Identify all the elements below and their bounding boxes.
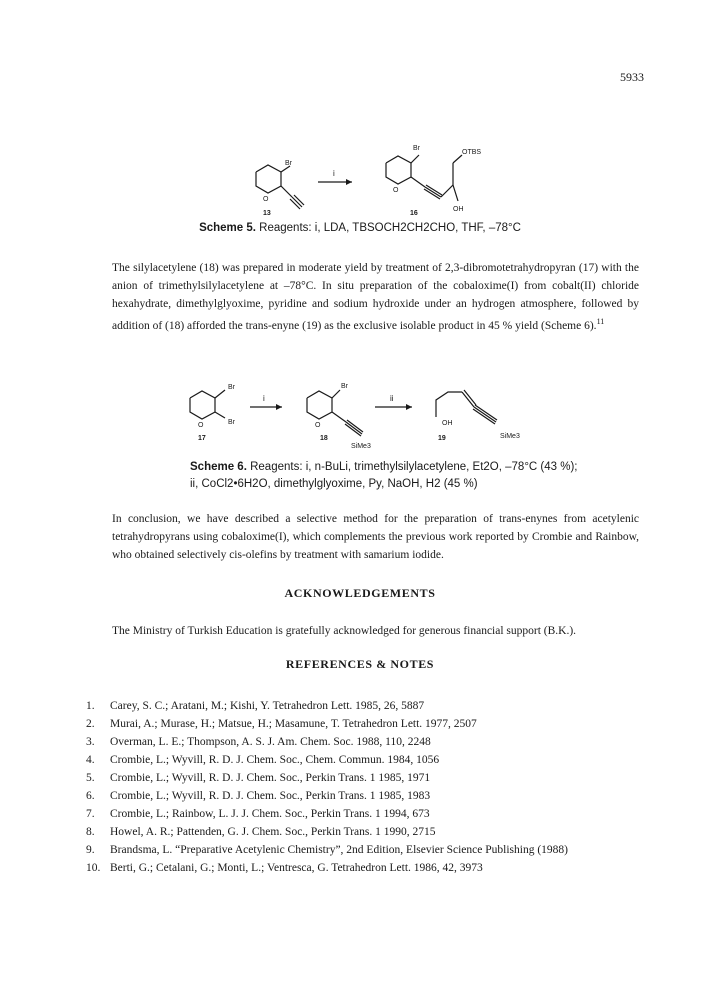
compound-17-label: 17: [198, 435, 206, 442]
s5-o-13: O: [263, 196, 269, 203]
scheme-5-caption: [0, 222, 720, 234]
s5-arrow-label: i: [333, 169, 335, 178]
reference-number: 1.: [86, 700, 95, 712]
scheme-6-caption-label: Scheme 6.: [190, 461, 247, 473]
paragraph-1: [112, 259, 639, 335]
scheme-5-caption-label: Scheme 5.: [199, 222, 256, 234]
s5-o-16: O: [393, 187, 399, 194]
reference-item: [86, 715, 646, 733]
scheme-6-structures: [0, 372, 720, 462]
s5-otbs: OTBS: [462, 149, 482, 156]
reference-item: [86, 859, 646, 877]
references-list: [86, 697, 646, 877]
s5-br-16: Br: [413, 145, 420, 152]
s5-oh: OH: [453, 206, 464, 213]
paragraph-1-text: The silylacetylene (18) was prepared in moderate yield by treatment of 2,3-dibromotetrahydropyran (17) with the anion of trimethylsilylacetylene at –78°C. In situ preparation of the cobaloxime(I) from cobalt(II) chloride hexahydrate, dimethylglyoxime, pyridine and sodium hydroxide under an hydrogen atmosphere, followed by addition of (18) afforded the trans-enyne (19) as the exclusive isolable product in 45 % yield (Scheme 6).: [112, 262, 639, 332]
s5-br-13: Br: [285, 160, 292, 167]
s6-sime3-19: SiMe3: [500, 433, 520, 440]
s6-br-18: Br: [341, 383, 348, 390]
reference-text: Howel, A. R.; Pattenden, G. J. Chem. Soc., Perkin Trans. 1 1990, 2715: [110, 826, 436, 838]
reference-item: [86, 751, 646, 769]
reference-number: 7.: [86, 808, 95, 820]
s6-br-17a: Br: [228, 384, 235, 391]
reference-item: [86, 823, 646, 841]
page-number: 5933: [620, 70, 644, 84]
scheme-5-caption-text: Reagents: i, LDA, TBSOCH2CH2CHO, THF, –78°C: [259, 222, 521, 234]
reference-number: 4.: [86, 754, 95, 766]
s6-arrow-label-1: i: [263, 394, 265, 403]
scheme-5-structures: [0, 125, 720, 225]
reference-number: 9.: [86, 844, 95, 856]
reference-item: [86, 697, 646, 715]
citation-superscript: 11: [596, 317, 605, 326]
scheme-6-caption-text-1: Reagents: i, n-BuLi, trimethylsilylacetylene, Et2O, –78°C (43 %);: [250, 461, 578, 473]
scheme-6-caption-text-2: ii, CoCl2•6H2O, dimethylglyoxime, Py, NaOH, H2 (45 %): [190, 478, 478, 490]
s6-o-17: O: [198, 422, 204, 429]
acknowledgements-text: The Ministry of Turkish Education is gratefully acknowledged for generous financial support (B.K.).: [112, 625, 577, 637]
reference-text: Overman, L. E.; Thompson, A. S. J. Am. Chem. Soc. 1988, 110, 2248: [110, 736, 431, 748]
s6-sime3-18: SiMe3: [351, 443, 371, 450]
s6-br-17b: Br: [228, 419, 235, 426]
reference-text: Crombie, L.; Wyvill, R. D. J. Chem. Soc., Chem. Commun. 1984, 1056: [110, 754, 440, 766]
reference-text: Crombie, L.; Rainbow, L. J. J. Chem. Soc., Perkin Trans. 1 1994, 673: [110, 808, 430, 820]
compound-19-label: 19: [438, 435, 446, 442]
reference-item: [86, 841, 646, 859]
acknowledgements-heading: ACKNOWLEDGEMENTS: [284, 586, 436, 600]
reference-number: 5.: [86, 772, 95, 784]
s6-o-18: O: [315, 422, 321, 429]
reference-text: Berti, G.; Cetalani, G.; Monti, L.; Ventresca, G. Tetrahedron Lett. 1986, 42, 3973: [110, 862, 483, 874]
reference-item: [86, 805, 646, 823]
reference-text: Carey, S. C.; Aratani, M.; Kishi, Y. Tetrahedron Lett. 1985, 26, 5887: [110, 700, 425, 712]
s6-oh-19: OH: [442, 420, 453, 427]
reference-item: [86, 733, 646, 751]
compound-18-label: 18: [320, 435, 328, 442]
reference-item: [86, 787, 646, 805]
s6-arrow-label-2: ii: [390, 394, 394, 403]
paragraph-2: In conclusion, we have described a selective method for the preparation of trans-enynes from acetylenic tetrahydropyrans using cobaloxime(I), which complements the previous work reported by Crombie and Rainbow, who obtained selectively cis-olefins by treatment with samarium iodide.: [112, 513, 639, 561]
reference-text: Murai, A.; Murase, H.; Matsue, H.; Masamune, T. Tetrahedron Lett. 1977, 2507: [110, 718, 477, 730]
reference-number: 6.: [86, 790, 95, 802]
reference-text: Crombie, L.; Wyvill, R. D. J. Chem. Soc., Perkin Trans. 1 1985, 1983: [110, 790, 431, 802]
reference-number: 2.: [86, 718, 95, 730]
reference-item: [86, 769, 646, 787]
reference-text: Brandsma, L. “Preparative Acetylenic Chemistry”, 2nd Edition, Elsevier Science Publishing (1988): [110, 844, 568, 856]
compound-16-label: 16: [410, 210, 418, 217]
references-heading: REFERENCES & NOTES: [285, 657, 435, 671]
reference-number: 10.: [86, 862, 101, 874]
reference-number: 8.: [86, 826, 95, 838]
compound-13-label: 13: [263, 210, 271, 217]
scheme-6-caption-line-1: [190, 459, 650, 476]
reference-number: 3.: [86, 736, 95, 748]
scheme-6-caption: [190, 459, 650, 493]
reference-text: Crombie, L.; Wyvill, R. D. J. Chem. Soc., Perkin Trans. 1 1985, 1971: [110, 772, 431, 784]
